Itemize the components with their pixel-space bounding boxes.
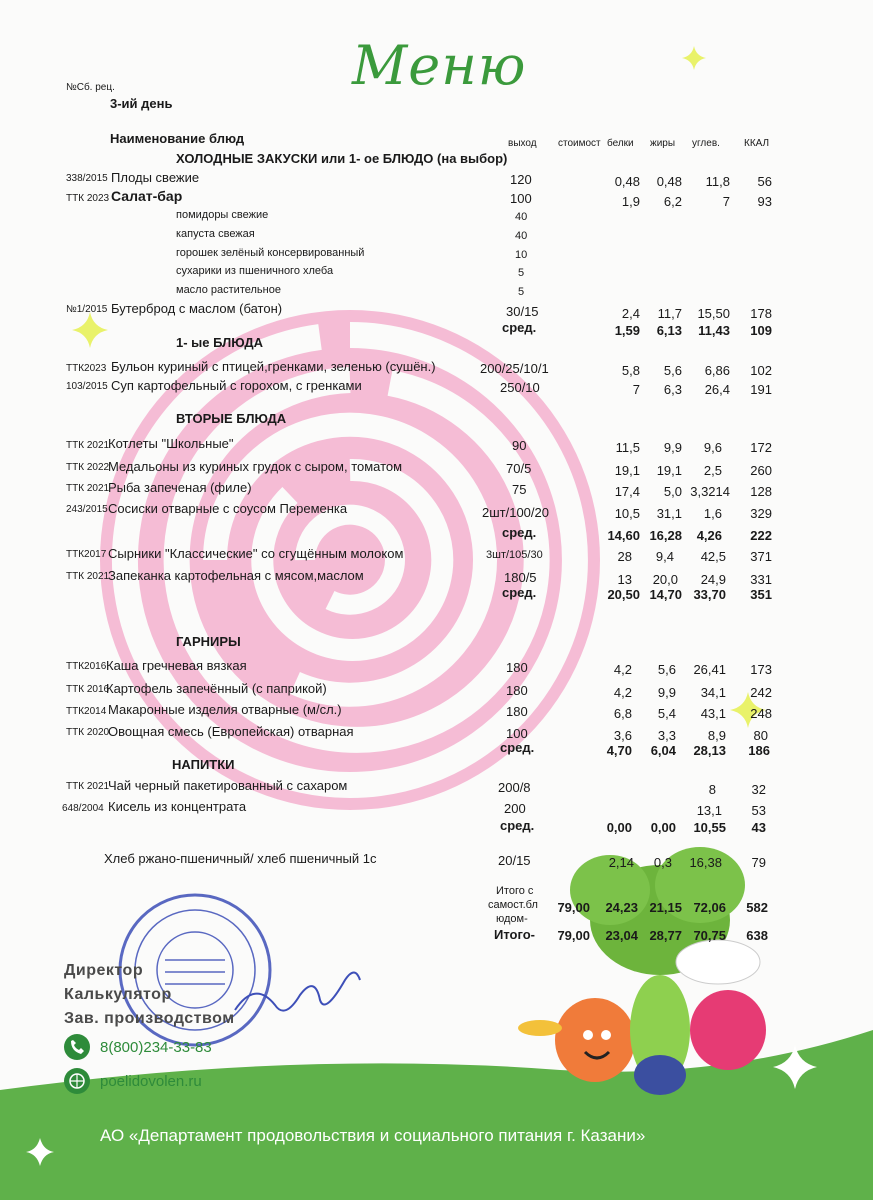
average-label: сред. <box>502 585 537 600</box>
salad-item-output: 10 <box>515 249 528 261</box>
salad-item: сухарики из пшеничного хлеба <box>176 265 334 277</box>
row-carbs: 43,1 <box>700 706 726 721</box>
row-fat: 5,4 <box>657 706 676 721</box>
total-carbs: 72,06 <box>693 900 726 915</box>
row-name: Сырники "Классические" со сгущённым молоком <box>108 546 404 561</box>
row-code: ТТК 2016 <box>66 684 110 695</box>
row-output: 20/15 <box>498 853 531 868</box>
avg-fat: 6,13 <box>656 323 682 338</box>
row-code: ТТК2014 <box>66 706 107 717</box>
row-code: ТТК 2021 <box>66 781 110 792</box>
row-fat: 9,9 <box>663 440 682 455</box>
row-kcal: 93 <box>757 194 772 209</box>
row-name: Макаронные изделия отварные (м/сл.) <box>108 702 342 717</box>
total-kcal: 582 <box>746 900 768 915</box>
row-code: ТТК 2020 <box>66 727 110 738</box>
row-name: Котлеты "Школьные" <box>108 436 234 451</box>
avg-kcal: 186 <box>748 743 770 758</box>
column-output-header: выход <box>508 138 537 149</box>
row-code: ТТК 2022 <box>66 462 110 473</box>
row-protein: 2,4 <box>621 306 640 321</box>
row-output: 180 <box>506 683 528 698</box>
row-protein: 19,1 <box>614 463 640 478</box>
row-kcal: 79 <box>751 855 766 870</box>
row-carbs: 11,8 <box>705 174 730 189</box>
avg-protein: 14,60 <box>607 528 640 543</box>
row-code: ТТК 2021 <box>66 571 110 582</box>
row-carbs: 1,6 <box>703 506 722 521</box>
avg-protein: 4,70 <box>606 743 632 758</box>
average-label: сред. <box>502 320 537 335</box>
row-kcal: 102 <box>750 363 772 378</box>
row-code: ТТК 2021 <box>66 440 110 451</box>
row-output: 200 <box>504 801 526 816</box>
total-cost: 79,00 <box>557 900 590 915</box>
row-protein: 17,4 <box>614 484 640 499</box>
row-carbs: 6,86 <box>704 363 730 378</box>
avg-carbs: 10,55 <box>693 820 726 835</box>
column-carbs-header: углев. <box>692 138 720 149</box>
row-output: 120 <box>510 172 532 187</box>
row-protein: 3,6 <box>613 728 632 743</box>
row-carbs: 26,41 <box>693 662 726 677</box>
section-drinks: НАПИТКИ <box>172 757 235 772</box>
row-code: ТТК2016 <box>66 661 107 672</box>
row-carbs: 16,38 <box>689 855 722 870</box>
row-carbs: 8,9 <box>707 728 726 743</box>
row-carbs: 13,1 <box>696 803 722 818</box>
avg-fat: 0,00 <box>650 820 676 835</box>
row-name: Медальоны из куриных грудок с сыром, томатом <box>108 459 403 474</box>
row-name: Запеканка картофельная с мясом,маслом <box>108 568 364 583</box>
salad-item-output: 40 <box>515 230 528 242</box>
row-carbs: 42,5 <box>700 549 726 564</box>
row-name: Хлеб ржано-пшеничный/ хлеб пшеничный 1с <box>104 851 377 866</box>
row-output: 100 <box>510 191 532 206</box>
row-code: ТТК 2023 <box>66 193 110 204</box>
row-output: 3шт/105/30 <box>486 549 543 561</box>
row-kcal: 32 <box>751 782 766 797</box>
column-protein-header: белки <box>607 138 634 149</box>
phone-link[interactable]: 8(800)234-33-83 <box>100 1039 212 1056</box>
row-kcal: 331 <box>750 572 772 587</box>
row-kcal: 371 <box>750 549 772 564</box>
avg-carbs: 11,43 <box>698 323 730 338</box>
avg-kcal: 351 <box>750 587 772 602</box>
avg-fat: 14,70 <box>649 587 682 602</box>
avg-protein: 1,59 <box>614 323 640 338</box>
row-kcal: 56 <box>757 174 772 189</box>
row-fat: 5,6 <box>663 363 682 378</box>
row-carbs: 3,3214 <box>690 484 730 499</box>
avg-kcal: 43 <box>751 820 766 835</box>
row-output: 75 <box>512 482 527 497</box>
total-protein: 24,23 <box>605 900 638 915</box>
row-protein: 0,48 <box>614 174 640 189</box>
avg-fat: 6,04 <box>650 743 676 758</box>
calculator-label: Калькулятор <box>64 986 172 1003</box>
row-code: 103/2015 <box>66 381 108 392</box>
phone-icon <box>64 1034 90 1060</box>
column-kcal-header: ККАЛ <box>744 138 770 149</box>
row-name: Овощная смесь (Европейская) отварная <box>108 724 354 739</box>
salad-item: помидоры свежие <box>176 209 269 221</box>
section-garnish: ГАРНИРЫ <box>176 634 241 649</box>
row-fat: 11,7 <box>657 306 682 321</box>
row-protein: 10,5 <box>614 506 640 521</box>
director-label: Директор <box>64 962 144 979</box>
row-protein: 4,2 <box>613 662 632 677</box>
website-link[interactable]: poelidovolen.ru <box>100 1073 202 1090</box>
row-protein: 7 <box>632 382 640 397</box>
section-cold: ХОЛОДНЫЕ ЗАКУСКИ или 1- ое БЛЮДО (на выбор) <box>176 151 508 166</box>
row-name: Бутерброд с маслом (батон) <box>111 301 283 316</box>
row-kcal: 191 <box>750 382 772 397</box>
average-label: сред. <box>502 525 537 540</box>
average-label: сред. <box>500 818 535 833</box>
avg-kcal: 109 <box>750 323 772 338</box>
row-carbs: 7 <box>722 194 730 209</box>
row-code: 338/2015 <box>66 173 108 184</box>
row-name: Кисель из концентрата <box>108 799 247 814</box>
row-kcal: 172 <box>750 440 772 455</box>
mascots-illustration <box>518 847 766 1095</box>
total-kcal: 638 <box>746 928 768 943</box>
row-carbs: 8 <box>708 782 716 797</box>
row-carbs: 26,4 <box>704 382 730 397</box>
row-name: Картофель запечённый (с паприкой) <box>106 681 327 696</box>
row-code: ТТК2023 <box>66 363 107 374</box>
row-fat: 9,9 <box>657 685 676 700</box>
row-code: 648/2004 <box>62 803 104 814</box>
day-label: 3-ий день <box>110 96 173 111</box>
row-carbs: 24,9 <box>700 572 726 587</box>
row-kcal: 128 <box>750 484 772 499</box>
total-label-line: Итого с <box>496 885 534 897</box>
row-protein: 5,8 <box>621 363 640 378</box>
avg-fat: 16,28 <box>649 528 682 543</box>
salad-item-output: 5 <box>518 267 525 279</box>
row-name: Рыба запеченая (филе) <box>108 480 252 495</box>
salad-item-output: 40 <box>515 211 528 223</box>
sparkle-icon <box>72 312 108 348</box>
row-name: Сосиски отварные с соусом Переменка <box>108 501 348 516</box>
row-fat: 3,3 <box>657 728 676 743</box>
row-fat: 31,1 <box>656 506 682 521</box>
row-fat: 19,1 <box>656 463 682 478</box>
row-code: ТТК2017 <box>66 549 107 560</box>
total-label: Итого- <box>494 927 535 942</box>
recipe-number-label: №Сб. рец. <box>66 82 115 93</box>
row-output: 2шт/100/20 <box>482 505 549 520</box>
total-carbs: 70,75 <box>693 928 726 943</box>
section-second: ВТОРЫЕ БЛЮДА <box>176 411 287 426</box>
row-protein: 1,9 <box>621 194 640 209</box>
total-label-line: самост.бл <box>488 899 538 911</box>
column-name-header: Наименование блюд <box>110 131 245 146</box>
salad-item-output: 5 <box>518 286 525 298</box>
row-protein: 4,2 <box>613 685 632 700</box>
row-name: Салат-бар <box>111 188 183 204</box>
row-fat: 9,4 <box>655 549 674 564</box>
row-kcal: 178 <box>750 306 772 321</box>
avg-carbs: 33,70 <box>693 587 726 602</box>
sparkle-icon <box>682 46 706 70</box>
row-fat: 0,48 <box>656 174 682 189</box>
row-carbs: 2,5 <box>703 463 722 478</box>
row-kcal: 80 <box>753 728 768 743</box>
column-fat-header: жиры <box>650 138 676 149</box>
row-kcal: 173 <box>750 662 772 677</box>
row-output: 200/25/10/1 <box>480 361 549 376</box>
salad-item: масло растительное <box>176 284 281 296</box>
row-protein: 6,8 <box>613 706 632 721</box>
row-kcal: 242 <box>750 685 772 700</box>
row-carbs: 34,1 <box>700 685 726 700</box>
salad-item: капуста свежая <box>176 228 255 240</box>
row-kcal: 248 <box>750 706 772 721</box>
row-fat: 5,6 <box>657 662 676 677</box>
row-fat: 0,3 <box>653 855 672 870</box>
row-output: 180 <box>506 660 528 675</box>
avg-kcal: 222 <box>750 528 772 543</box>
row-output: 200/8 <box>498 780 531 795</box>
row-name: Чай черный пакетированный с сахаром <box>108 778 348 793</box>
production-head-label: Зав. производством <box>64 1010 235 1027</box>
row-output: 250/10 <box>500 380 540 395</box>
section-first: 1- ые БЛЮДА <box>176 335 263 350</box>
row-fat: 5,0 <box>663 484 682 499</box>
column-cost-header: стоимост <box>558 138 601 149</box>
menu-title: Меню <box>352 34 527 97</box>
row-kcal: 260 <box>750 463 772 478</box>
row-fat: 6,3 <box>663 382 682 397</box>
row-name: Бульон куриный с птицей,гренками, зеленью (сушён.) <box>111 359 436 374</box>
row-fat: 6,2 <box>663 194 682 209</box>
average-label: сред. <box>500 740 535 755</box>
row-code: 243/2015 <box>66 504 108 515</box>
row-carbs: 15,50 <box>697 306 730 321</box>
salad-item: горошек зелёный консервированный <box>176 247 365 259</box>
row-carbs: 9,6 <box>703 440 722 455</box>
row-protein: 11,5 <box>615 440 640 455</box>
avg-protein: 20,50 <box>607 587 640 602</box>
row-output: 180 <box>506 704 528 719</box>
total-fat: 21,15 <box>649 900 682 915</box>
row-fat: 20,0 <box>652 572 678 587</box>
row-output: 30/15 <box>506 304 539 319</box>
avg-carbs: 28,13 <box>693 743 726 758</box>
total-fat: 28,77 <box>649 928 682 943</box>
row-output: 90 <box>512 438 527 453</box>
row-protein: 13 <box>617 572 632 587</box>
row-name: Плоды свежие <box>111 170 200 185</box>
row-name: Каша гречневая вязкая <box>106 658 247 673</box>
row-output: 70/5 <box>506 461 532 476</box>
total-protein: 23,04 <box>605 928 638 943</box>
row-kcal: 329 <box>750 506 772 521</box>
row-output: 100 <box>506 726 528 741</box>
avg-protein: 0,00 <box>606 820 632 835</box>
row-protein: 2,14 <box>608 855 634 870</box>
row-code: №1/2015 <box>66 304 108 315</box>
row-protein: 28 <box>617 549 632 564</box>
avg-carbs: 4,26 <box>696 528 722 543</box>
row-output: 180/5 <box>504 570 537 585</box>
row-code: ТТК 2021 <box>66 483 110 494</box>
total-label-line: юдом- <box>496 913 528 925</box>
row-kcal: 53 <box>751 803 766 818</box>
total-cost: 79,00 <box>557 928 590 943</box>
footer-organization: АО «Департамент продовольствия и социального питания г. Казани» <box>100 1126 646 1145</box>
row-name: Суп картофельный с горохом, с гренками <box>111 378 362 393</box>
